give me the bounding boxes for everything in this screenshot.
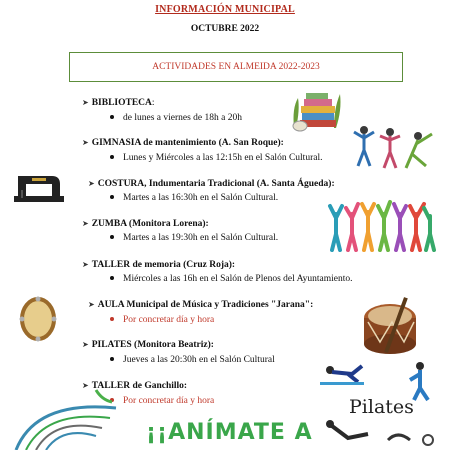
bullet-dot-icon xyxy=(110,195,114,199)
activity-detail: Por concretar día y hora xyxy=(110,314,214,326)
activity-detail: Martes a las 16:30h en el Salón Cultural. xyxy=(110,192,278,204)
bullet-dot-icon xyxy=(110,276,114,280)
arrow-bullet-icon: ➤ xyxy=(82,219,89,228)
arrow-bullet-icon: ➤ xyxy=(82,98,89,107)
activity-gimnasia: ➤ GIMNASIA de mantenimiento (A. San Roque): xyxy=(82,138,284,148)
bullet-dot-icon xyxy=(110,115,114,119)
pilates-illustration-label: Pilates xyxy=(349,396,414,418)
tambourine-illustration xyxy=(18,296,58,342)
banner-text: ACTIVIDADES EN ALMEIDA 2022-2023 xyxy=(152,62,320,72)
arrow-bullet-icon: ➤ xyxy=(82,260,89,269)
arrow-bullet-icon: ➤ xyxy=(82,138,89,147)
header-date: OCTUBRE 2022 xyxy=(190,24,260,34)
activity-pilates: ➤ PILATES (Monitora Beatriz): xyxy=(82,340,214,350)
activity-zumba: ➤ ZUMBA (Monitora Lorena): xyxy=(82,219,209,229)
activity-detail: Por concretar día y hora xyxy=(110,395,214,407)
arrow-bullet-icon: ➤ xyxy=(88,300,95,309)
bullet-dot-icon xyxy=(110,317,114,321)
bullet-dot-icon xyxy=(110,357,114,361)
arrow-bullet-icon: ➤ xyxy=(82,381,89,390)
gymnastics-illustration xyxy=(352,122,438,172)
bullet-dot-icon xyxy=(110,235,114,239)
activity-detail: Miércoles a las 16h en el Salón de Plenos del Ayuntamiento. xyxy=(110,273,352,285)
activity-detail: Jueves a las 20:30h en el Salón Cultural xyxy=(110,354,275,366)
activities-banner xyxy=(69,52,403,82)
activity-taller-memoria: ➤ TALLER de memoria (Cruz Roja): xyxy=(82,260,236,270)
slogan-text: ¡¡ANÍMATE A xyxy=(146,420,313,445)
drum-illustration xyxy=(360,292,436,356)
crochet-fan-illustration xyxy=(6,390,126,450)
bullet-dot-icon xyxy=(110,155,114,159)
activity-costura: ➤ COSTURA, Indumentaria Tradicional (A. Santa Águeda): xyxy=(88,179,335,189)
activity-ganchillo: ➤ TALLER de Ganchillo: xyxy=(82,381,188,391)
arrow-bullet-icon: ➤ xyxy=(82,340,89,349)
books-illustration xyxy=(290,88,346,134)
zumba-dancers-illustration xyxy=(328,200,436,252)
activity-detail: Martes a las 19:30h en el Salón Cultural. xyxy=(110,232,278,244)
activity-detail: de lunes a viernes de 18h a 20h xyxy=(110,112,242,124)
arrow-bullet-icon: ➤ xyxy=(88,179,95,188)
sewing-machine-illustration xyxy=(12,170,66,204)
activity-detail: Lunes y Miércoles a las 12:15h en el Salón Cultural. xyxy=(110,152,322,164)
header-title: INFORMACIÓN MUNICIPAL xyxy=(155,4,295,15)
activity-biblioteca: ➤ BIBLIOTECA: xyxy=(82,98,155,108)
activity-aula-musica: ➤ AULA Municipal de Música y Tradiciones "Jarana": xyxy=(88,300,314,310)
